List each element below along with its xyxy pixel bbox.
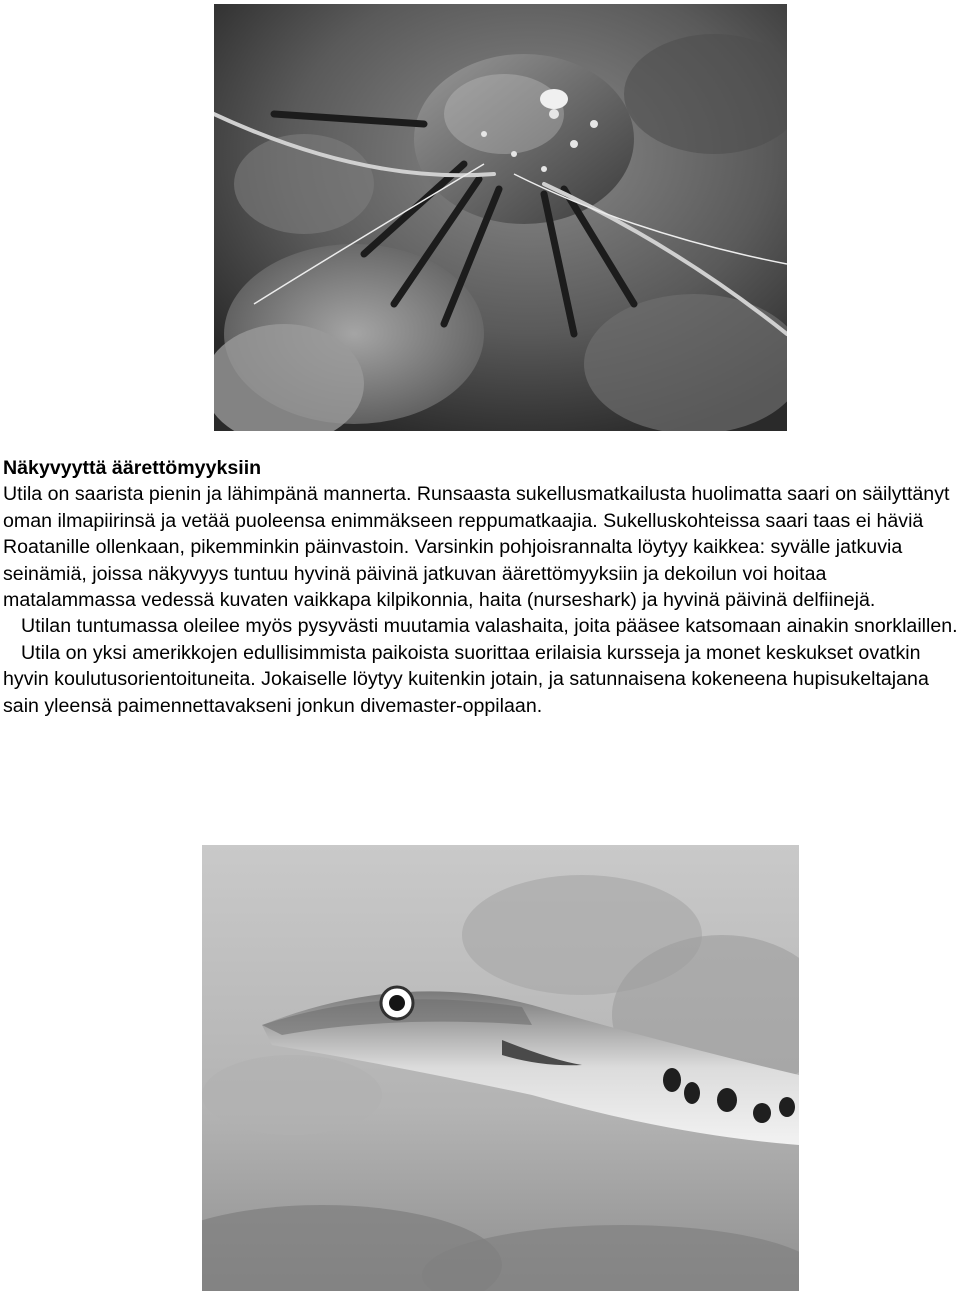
- article: [3, 455, 958, 719]
- article-paragraph-2: Utilan tuntumassa oleilee myös pysyvästi muutamia valashaita, joita pääsee katsomaan ainakin snorklaillen.: [21, 615, 958, 638]
- article-heading: Näkyvyyttä äärettömyyksiin: [3, 457, 262, 479]
- article-paragraph-1: Utila on saarista pienin ja lähimpänä mannerta. Runsaasta sukellusmatkailusta huolimatta saari on säilyttänyt oman ilmapiirinsä ja vetää puoleensa enimmäkseen reppumatkaajia. Sukelluskohteissa saari taas ei häviä Roatanille ollenkaan, pikemminkin päinvastoin. Varsinkin pohjoisrannalta löytyy kaikkea: syvälle jatkuvia seinämiä, joissa näkyvyys tuntuu hyvinä päivinä jatkuvan äärettömyyksiin ja dekoilun voi hoitaa matalammassa vedessä kuvaten vaikkapa kilpikonnia, haita (nurseshark) ja hyvinä päivinä delfiinejä.: [3, 483, 955, 612]
- barracuda-image: [202, 845, 799, 1291]
- lobster-photo: [214, 4, 787, 431]
- article-paragraph-3: Utila on yksi amerikkojen edullisimmista paikoista suorittaa erilaisia kursseja ja monet keskukset ovatkin hyvin koulutusorientoituneita. Jokaiselle löytyy kuitenkin jotain, ja satunnaisena kokeneena hupisukeltajana sain yleensä paimennettavakseni jonkun divemaster-oppilaan.: [3, 641, 935, 717]
- barracuda-photo: [202, 845, 799, 1291]
- lobster-image: [214, 4, 787, 431]
